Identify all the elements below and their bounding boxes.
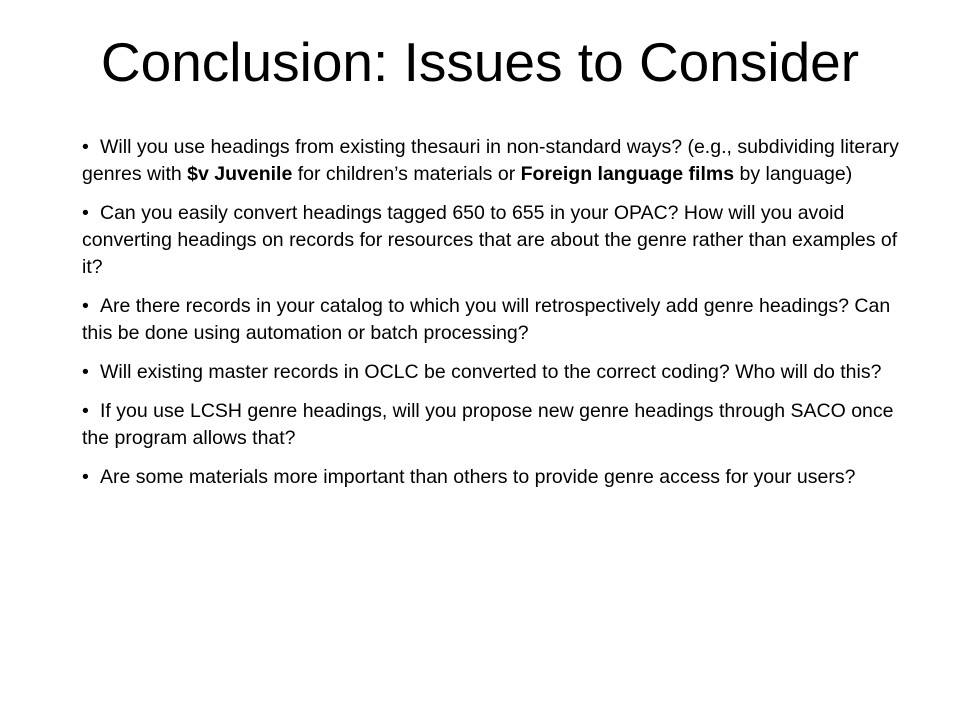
bullet-glyph: • bbox=[82, 400, 89, 422]
bullet-item bbox=[82, 293, 912, 347]
bullet-item bbox=[82, 134, 912, 188]
bullet-text: Will you use headings from existing thesauri in non-standard ways? (e.g., subdividing literary genres with $v Juvenile for children’s materials or Foreign language films by language) bbox=[82, 136, 899, 185]
bullet-text: Are some materials more important than others to provide genre access for your users? bbox=[100, 466, 856, 488]
bullet-glyph: • bbox=[82, 466, 89, 488]
bold-term: Foreign language films bbox=[520, 163, 735, 185]
bullet-glyph: • bbox=[82, 361, 89, 383]
bullet-text: Are there records in your catalog to which you will retrospectively add genre headings? Can this be done using automation or batch processing? bbox=[82, 295, 891, 344]
bullet-item bbox=[82, 398, 912, 452]
bullet-item bbox=[82, 464, 912, 491]
bullet-text: Will existing master records in OCLC be converted to the correct coding? Who will do this? bbox=[100, 361, 882, 383]
bullet-text: Can you easily convert headings tagged 650 to 655 in your OPAC? How will you avoid converting headings on records for resources that are about the genre rather than examples of it? bbox=[82, 202, 898, 278]
slide-title: Conclusion: Issues to Consider bbox=[100, 31, 860, 93]
bullet-glyph: • bbox=[82, 136, 89, 158]
bullet-glyph: • bbox=[82, 202, 89, 224]
bullet-glyph: • bbox=[82, 295, 89, 317]
bullet-item bbox=[82, 359, 912, 386]
bullet-text: If you use LCSH genre headings, will you propose new genre headings through SACO once the program allows that? bbox=[82, 400, 894, 449]
bullet-item bbox=[82, 200, 912, 281]
bullet-list bbox=[82, 134, 912, 503]
bold-term: $v Juvenile bbox=[187, 163, 293, 185]
